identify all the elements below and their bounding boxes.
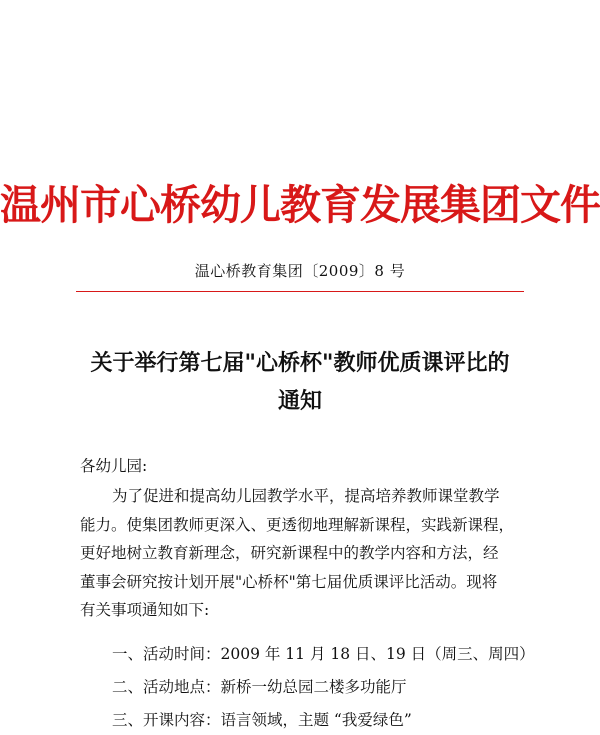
notice-title-line-1: 关于举行第七届"心桥杯"教师优质课评比的 [90, 350, 510, 376]
paragraph-line: 董事会研究按计划开展"心桥杯"第七届优质课评比活动。现将 [80, 572, 498, 591]
list-item-activity-location: 二、活动地点：新桥一幼总园二楼多功能厅 [112, 678, 407, 696]
document-header-title: 温州市心桥幼儿教育发展集团文件 [0, 181, 600, 229]
document-number: 温心桥教育集团〔2009〕8 号 [194, 262, 406, 280]
red-divider-rule [76, 291, 524, 292]
list-item-lesson-content: 三、开课内容：语言领域，主题 “我爱绿色” [112, 711, 412, 729]
paragraph-line: 有关事项通知如下: [80, 601, 210, 619]
paragraph-line: 更好地树立教育新理念，研究新课程中的教学内容和方法，经 [80, 544, 499, 562]
list-item-activity-time: 一、活动时间：2009 年 11 月 18 日、19 日（周三、周四） [112, 645, 535, 663]
notice-title [60, 344, 540, 420]
body-paragraph [80, 482, 540, 625]
notice-title-line-2: 通知 [277, 388, 322, 414]
salutation: 各幼儿园: [80, 457, 148, 475]
paragraph-line: 能力。使集团教师更深入、更透彻地理解新课程，实践新课程， [80, 515, 515, 534]
paragraph-line: 为了促进和提高幼儿园教学水平，提高培养教师课堂教学 [112, 487, 500, 505]
